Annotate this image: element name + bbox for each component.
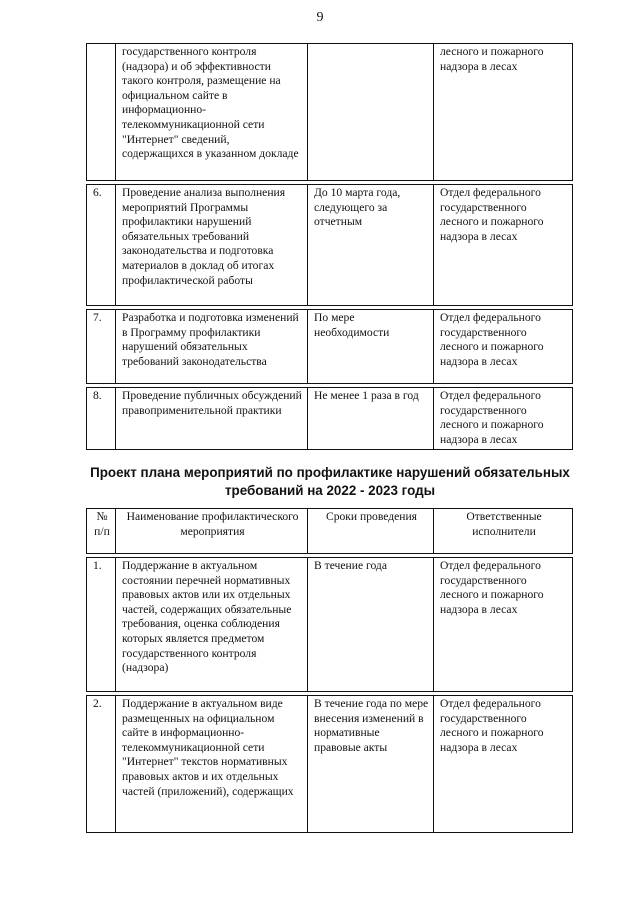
row-number: 6. [86,184,116,306]
activity-term: По мере необходимости [308,309,434,384]
header-responsible: Ответственные исполнители [434,508,573,554]
header-name: Наименование профилактического мероприятия [116,508,308,554]
table-row [86,695,573,833]
activity-responsible: Отдел федерального государственного лесного и пожарного надзора в лесах [434,387,573,450]
activity-term [308,43,434,181]
activity-name: Поддержание в актуальном состоянии перечней нормативных правовых актов или их отдельных частей, содержащих обязательные требования, оценка соблюдения которых является предметом государственного контроля (надзора) [116,557,308,692]
activity-name: Разработка и подготовка изменений в Программу профилактики нарушений обязательных требований законодательства [116,309,308,384]
row-number: 1. [86,557,116,692]
table-row [86,43,573,181]
activity-responsible: Отдел федерального государственного лесного и пожарного надзора в лесах [434,557,573,692]
plan-table [86,505,573,836]
activities-table-continued [86,40,573,453]
activity-responsible: лесного и пожарного надзора в лесах [434,43,573,181]
page-number: 9 [316,10,324,25]
table-row [86,184,573,306]
activity-responsible: Отдел федерального государственного лесного и пожарного надзора в лесах [434,184,573,306]
header-num: № п/п [86,508,116,554]
table-header-row [86,508,573,554]
activity-term: В течение года [308,557,434,692]
activity-responsible: Отдел федерального государственного лесного и пожарного надзора в лесах [434,309,573,384]
row-number: 8. [86,387,116,450]
activity-name: Проведение публичных обсуждений правоприменительной практики [116,387,308,450]
activity-name: Поддержание в актуальном виде размещенных на официальном сайте в информационно-телекоммуникационной сети "Интернет" текстов нормативных правовых актов и их отдельных частей (приложений), содержащих [116,695,308,833]
row-number: 2. [86,695,116,833]
section-title: Проект плана мероприятий по профилактике нарушений обязательных требований на 2022 - 2023 годы [90,465,570,498]
row-number [86,43,116,181]
header-term: Сроки проведения [308,508,434,554]
row-number: 7. [86,309,116,384]
activity-responsible: Отдел федерального государственного лесного и пожарного надзора в лесах [434,695,573,833]
table-row [86,557,573,692]
activity-term: В течение года по мере внесения изменений в нормативные правовые акты [308,695,434,833]
activity-name: государственного контроля (надзора) и об эффективности такого контроля, размещение на официальном сайте в информационно-телекоммуникационной сети "Интернет" сведений, содержащихся в указанном докладе [116,43,308,181]
table-row [86,309,573,384]
activity-name: Проведение анализа выполнения мероприятий Программы профилактики нарушений обязательных требований законодательства и подготовка материалов в доклад об итогах профилактической работы [116,184,308,306]
table-row [86,387,573,450]
activity-term: Не менее 1 раза в год [308,387,434,450]
activity-term: До 10 марта года, следующего за отчетным [308,184,434,306]
